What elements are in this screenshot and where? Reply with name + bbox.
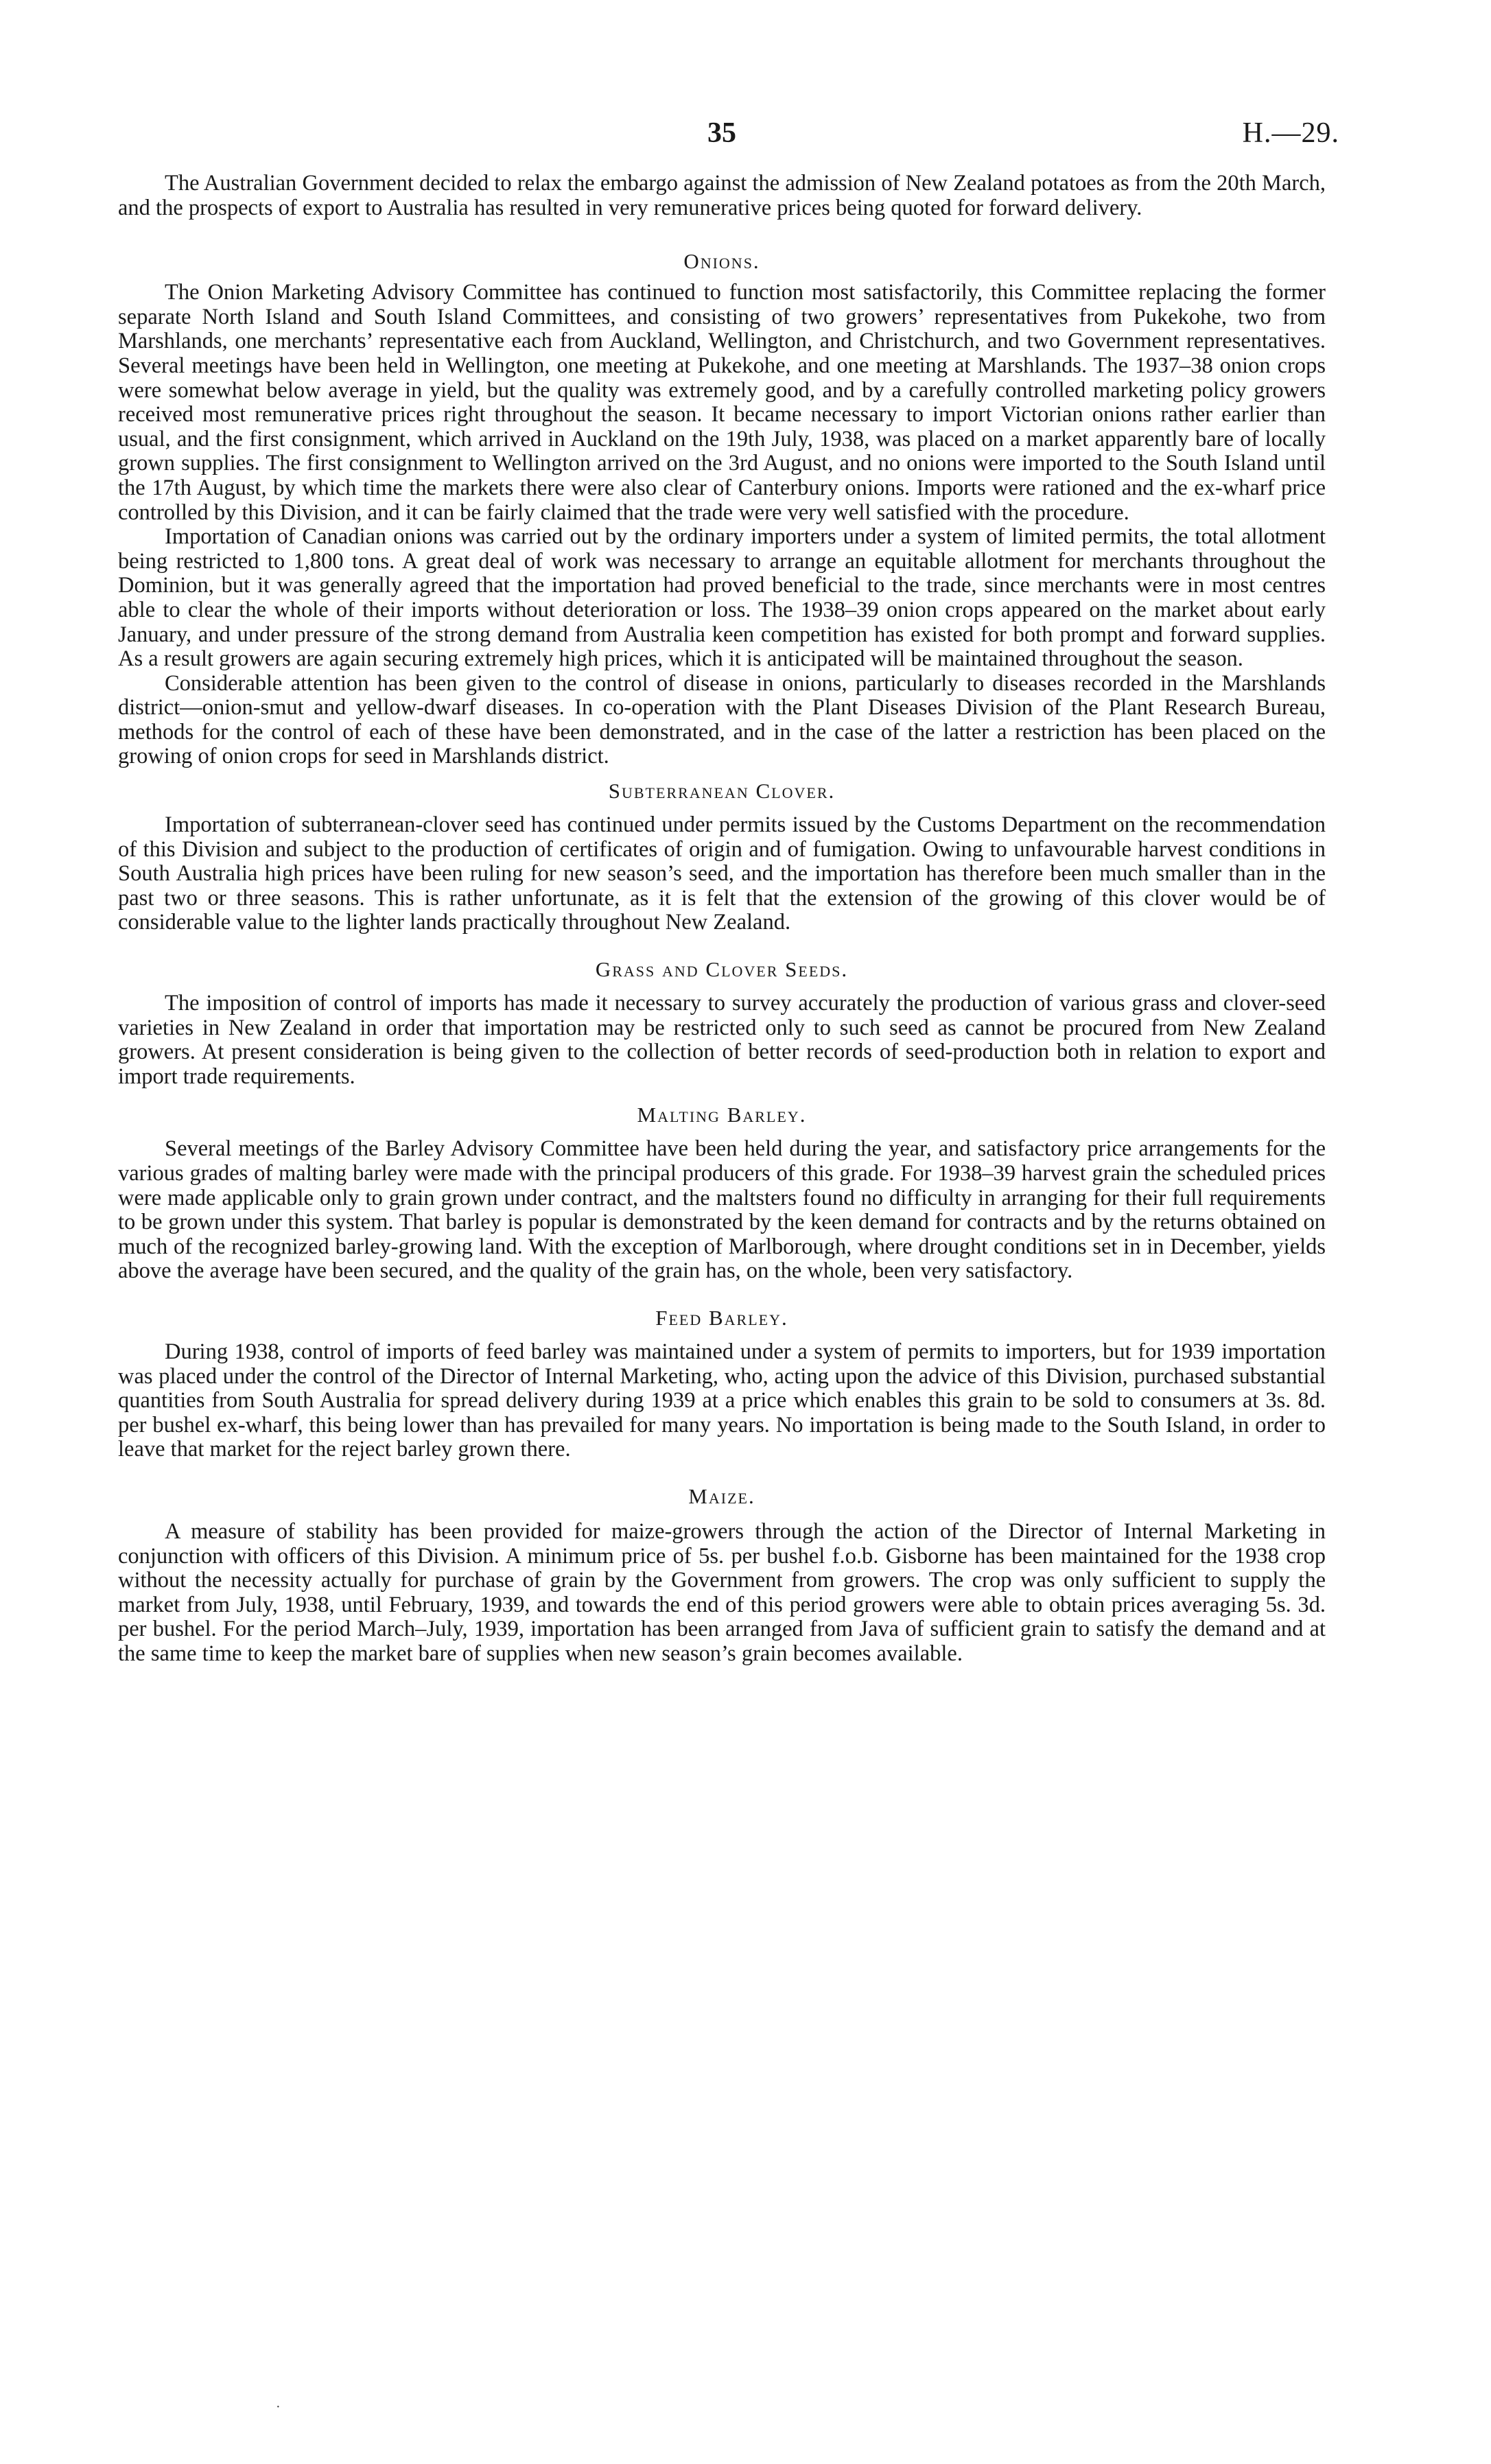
section-heading-grass-clover-seeds: Grass and Clover Seeds. xyxy=(595,957,849,982)
intro-paragraph: The Australian Government decided to relax the embargo against the admission of New Zealand potatoes as from the 20th March, and the prospects of export to Australia has resulted in very remunerative prices being quoted for forward delivery. xyxy=(118,171,1326,220)
section-heading-malting-barley: Malting Barley. xyxy=(637,1103,807,1127)
onions-paragraph-3: Considerable attention has been given to the control of disease in onions, particularly to diseases recorded in the Marshlands district—onion-smut and yellow-dwarf diseases. In co-operation with the Plant Diseases Division of the Plant Research Bureau, methods for the control of each of these have been demonstrated, and in the case of the latter a restriction has been placed on the growing of onion crops for seed in Marshlands district. xyxy=(118,670,1326,769)
onions-paragraph-2: Importation of Canadian onions was carried out by the ordinary importers under a system of limited permits, the total allotment being restricted to 1,800 tons. A great deal of work was necessary to arrange an equitable allotment for merchants throughout the Dominion, but it was generally agreed that the importation had proved beneficial to the trade, since merchants were in most centres able to clear the whole of their imports without deterioration or loss. The 1938–39 onion crops appeared on the market about early January, and under pressure of the strong demand from Australia keen competition has existed for both prompt and forward supplies. As a result growers are again securing extremely high prices, which it is anticipated will be maintained throughout the season. xyxy=(118,524,1326,672)
section-heading-maize: Maize. xyxy=(688,1483,755,1508)
page-header xyxy=(118,117,1339,172)
grass-clover-paragraph: The imposition of control of imports has made it necessary to survey accurately the production of various grass and clover-seed varieties in New Zealand in order that importation may be restricted only to such seed as cannot be procured from New Zealand growers. At present consideration is being given to the collection of better records of seed-production both in relation to export and import trade requirements. xyxy=(118,991,1326,1089)
document-reference: H.—29. xyxy=(1242,117,1339,149)
section-subterranean-clover xyxy=(118,777,1326,935)
maize-paragraph: A measure of stability has been provided for maize-growers through the action of the Director of Internal Marketing in conjunction with officers of this Division. A minimum price of 5s. per bushel f.o.b. Gisborne has been maintained for the 1938 crop without the necessity actually for purchase of grain by the Government from growers. The crop was only sufficient to supply the market from July, 1938, until February, 1939, and towards the end of this period growers were able to obtain prices averaging 5s. 3d. per bushel. For the period March–July, 1939, importation has been arranged from Java of sufficient grain to satisfy the demand and at the same time to keep the market bare of supplies when new season’s grain becomes available. xyxy=(118,1518,1326,1666)
malting-barley-paragraph: Several meetings of the Barley Advisory Committee have been held during the year, and satisfactory price arrangements for the various grades of malting barley were made with the principal producers of this grade. For 1938–39 harvest grain the scheduled prices were made applicable only to grain grown under contract, and the maltsters found no difficulty in arranging for their full requirements to be grown under this system. That barley is popular is demonstrated by the keen demand for contracts and by the returns obtained on much of the recognized barley-growing land. With the exception of Marlborough, where drought conditions set in in December, yields above the average have been secured, and the quality of the grain has, on the whole, been very satisfactory. xyxy=(118,1136,1326,1284)
page-number: 35 xyxy=(707,117,736,149)
section-heading-feed-barley: Feed Barley. xyxy=(655,1305,788,1330)
section-grass-clover-seeds xyxy=(118,956,1326,1089)
document-page xyxy=(118,117,1339,1667)
section-malting-barley xyxy=(118,1101,1326,1284)
feed-barley-paragraph: During 1938, control of imports of feed barley was maintained under a system of permits to importers, but for 1939 importation was placed under the control of the Director of Internal Marketing, who, acting upon the advice of this Division, purchased substantial quantities from South Australia for spread delivery during 1939 at a price which enables this grain to be sold to consumers at 3s. 8d. per bushel ex-wharf, this being lower than has prevailed for many years. No importation is being made to the South Island, in order to leave that market for the reject barley grown there. xyxy=(118,1339,1326,1462)
onions-paragraph-1: The Onion Marketing Advisory Committee has continued to function most satisfactorily, this Committee replacing the former separate North Island and South Island Committees, and consisting of two growers’ representatives from Pukekohe, two from Marshlands, one merchants’ representative each from Auckland, Wellington, and Christchurch, and two Government representatives. Several meetings have been held in Wellington, one meeting at Pukekohe, and one meeting at Marshlands. The 1937–38 onion crops were somewhat below average in yield, but the quality was extremely good, and by a carefully controlled marketing policy growers received most remunerative prices right throughout the season. It became necessary to import Victorian onions rather earlier than usual, and the first consignment, which arrived in Auckland on the 19th July, 1938, was placed on a market apparently bare of locally grown supplies. The first consignment to Wellington arrived on the 3rd August, and no onions were imported to the South Island until the 17th August, by which time the markets there were also clear of Canterbury onions. Imports were rationed and the ex-wharf price controlled by this Division, and it can be fairly claimed that the trade were very well satisfied with the procedure. xyxy=(118,280,1326,525)
scan-speck: · xyxy=(276,2400,281,2415)
subterranean-clover-paragraph: Importation of subterranean-clover seed has continued under permits issued by the Customs Department on the recommendation of this Division and subject to the production of certificates of origin and of fumigation. Owing to unfavourable harvest conditions in South Australia high prices have been ruling for new season’s seed, and the importation has therefore been much smaller than in the past two or three seasons. This is rather unfortunate, as it is felt that the extension of the growing of this clover would be of considerable value to the lighter lands practically throughout New Zealand. xyxy=(118,812,1326,935)
section-heading-subterranean-clover: Subterranean Clover. xyxy=(608,779,836,803)
section-heading-onions: Onions. xyxy=(683,249,760,274)
section-maize xyxy=(118,1483,1326,1667)
section-feed-barley xyxy=(118,1304,1326,1462)
section-onions xyxy=(118,248,1326,769)
